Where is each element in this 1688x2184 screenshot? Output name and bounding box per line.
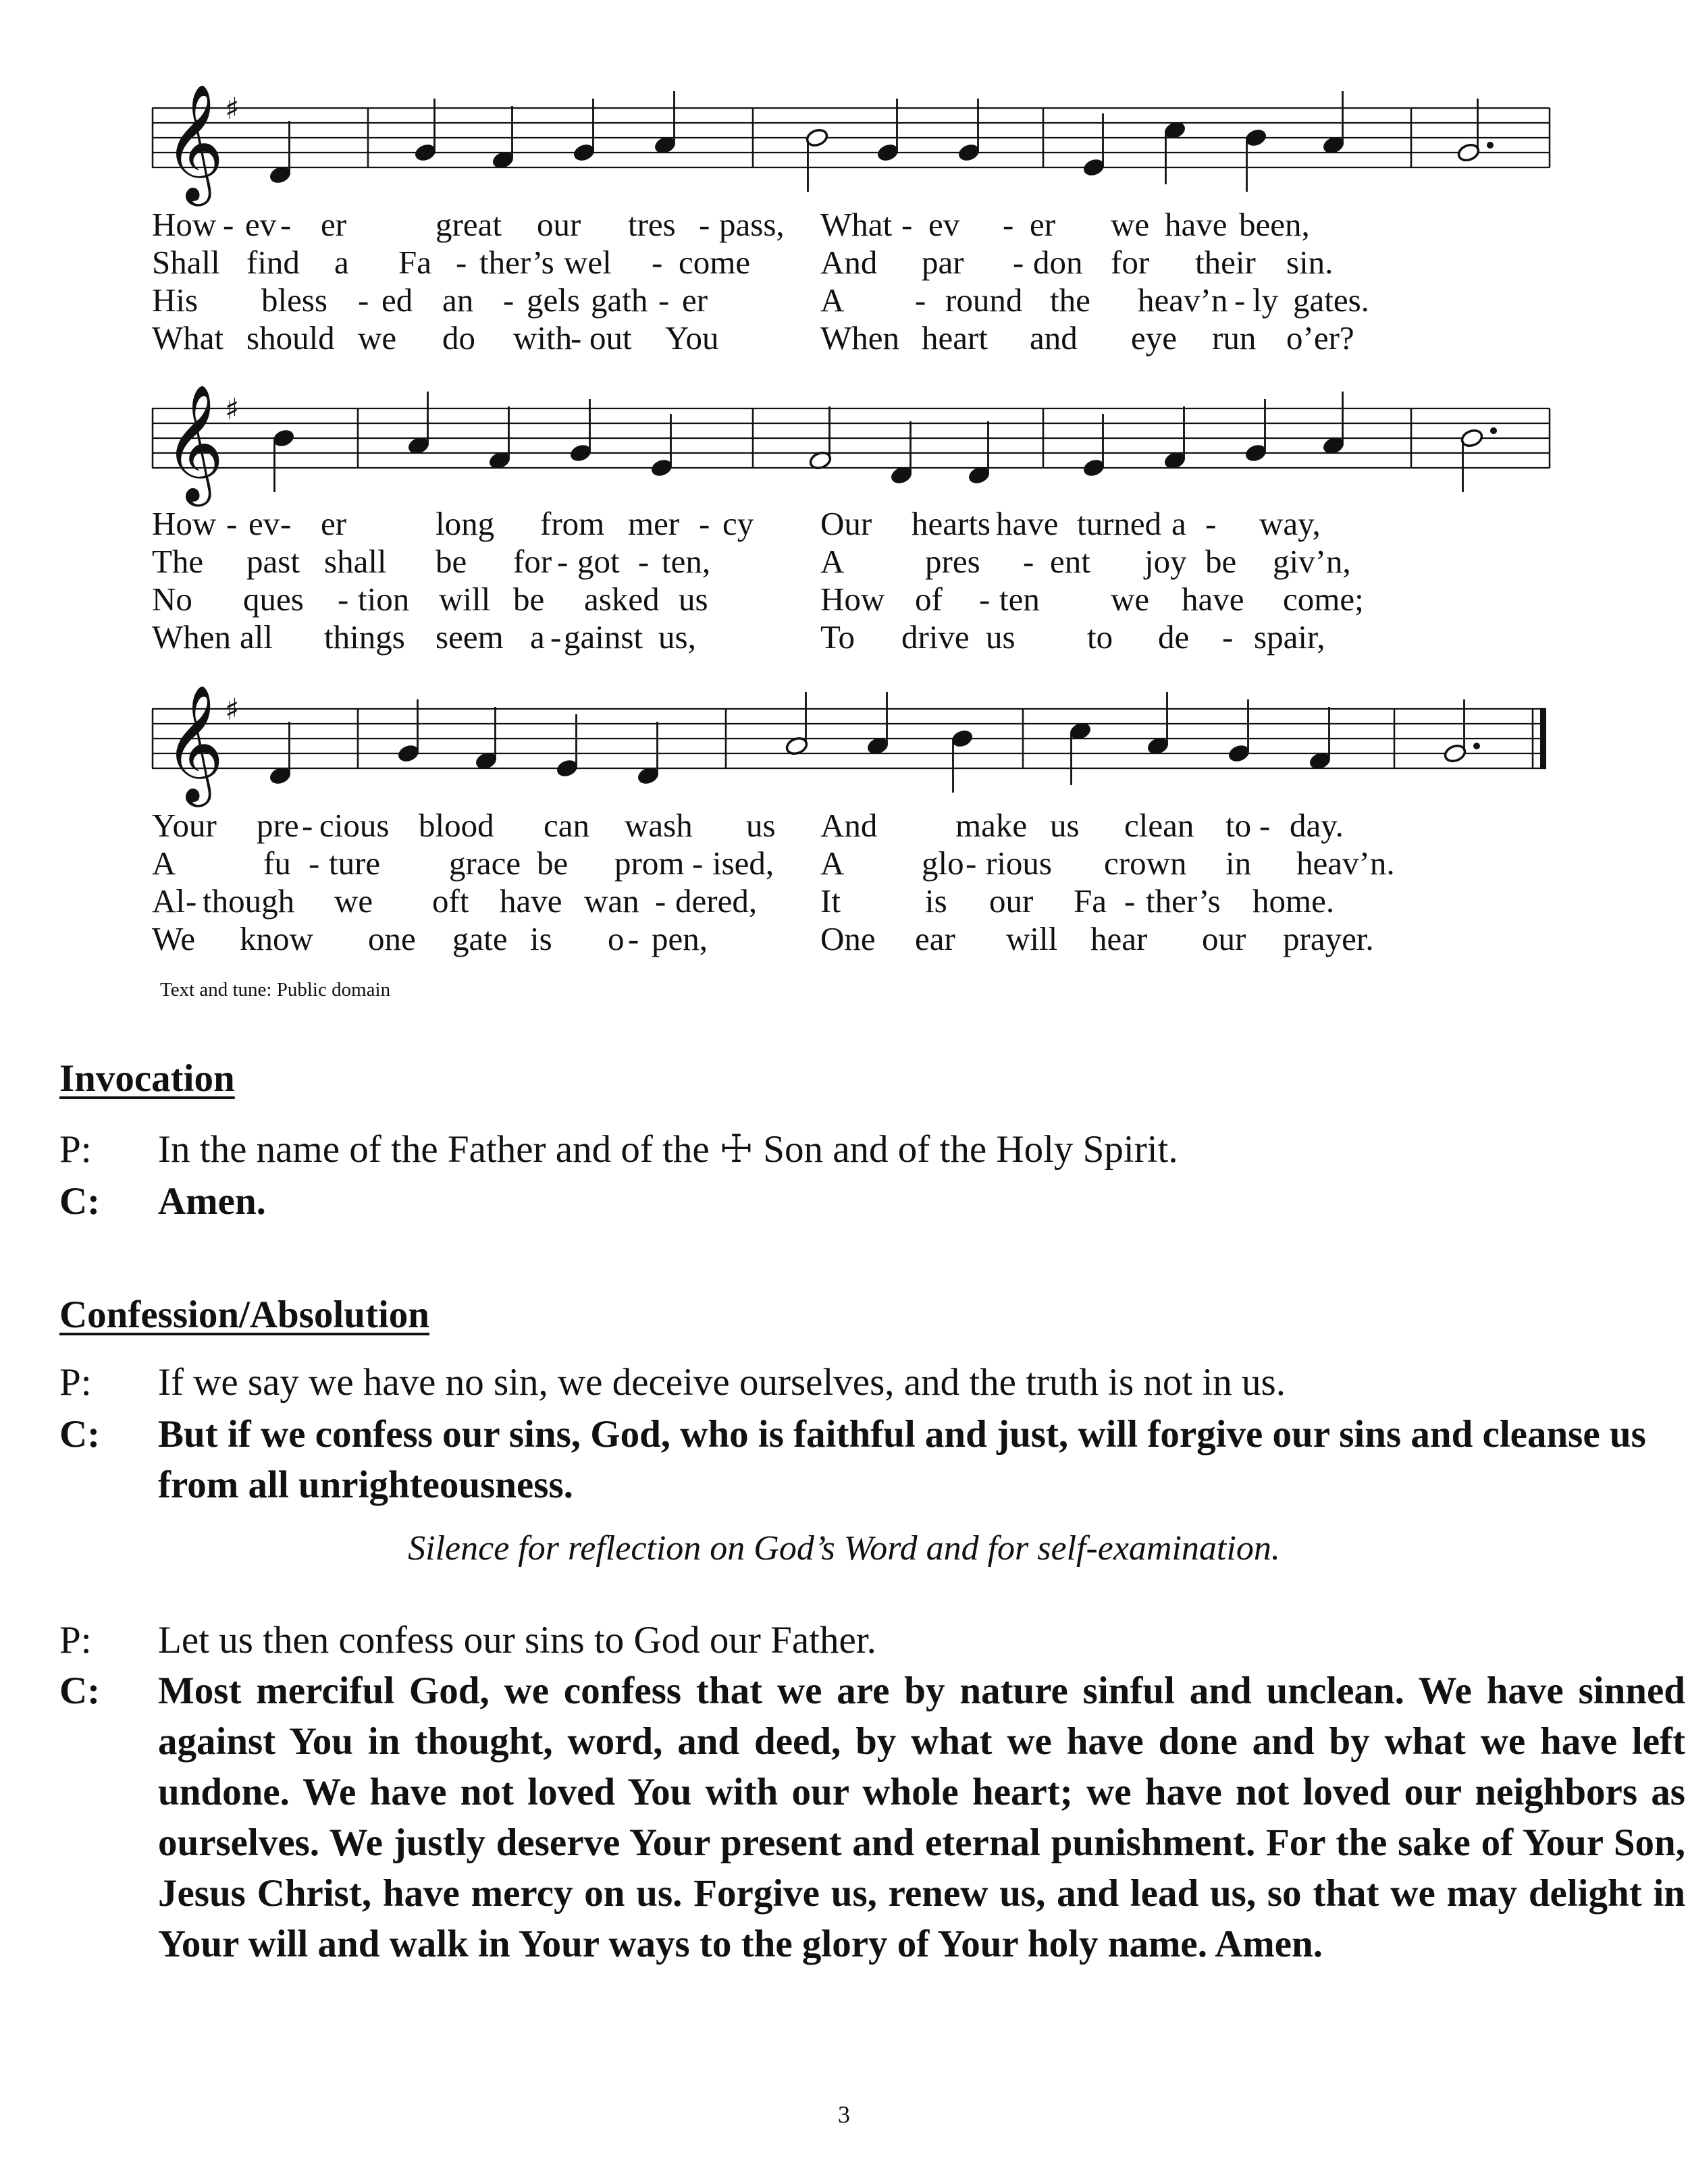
lyric-syllable: - (1013, 244, 1024, 281)
confession-congregation-line-2 (59, 1666, 1685, 2023)
lyric-syllable: You (665, 319, 719, 356)
lyric-syllable: - (1234, 282, 1246, 319)
lyric-syllable: giv’n, (1273, 543, 1351, 580)
lyric-syllable: have (996, 505, 1059, 542)
pastor-text: In the name of the Father and of the ☩ Son and of the Holy Spirit. (158, 1128, 1178, 1171)
congregation-text: Amen. (158, 1180, 266, 1223)
lyric-syllable: What (152, 319, 224, 356)
lyric-syllable: Our (820, 505, 872, 542)
lyric-syllable: - (699, 505, 710, 542)
lyric-syllable: be (513, 581, 545, 618)
lyric-syllable: When (820, 319, 899, 356)
treble-clef-icon: 𝄞 (164, 685, 224, 802)
lyric-syllable: and (1030, 319, 1078, 356)
lyric-syllable: cy (722, 505, 754, 542)
lyric-syllable: find (246, 244, 300, 281)
lyric-syllable: - (979, 581, 991, 618)
lyric-syllable: It (820, 882, 841, 920)
lyric-syllable: fu (263, 845, 291, 882)
confession-heading: Confession/Absolution (59, 1294, 429, 1336)
lyric-syllable: Shall (152, 244, 220, 281)
invocation-congregation-line (59, 1176, 1626, 1227)
lyric-syllable: er (682, 282, 708, 319)
lyric-syllable: - (226, 505, 238, 542)
lyric-syllable: our (989, 882, 1034, 920)
lyric-syllable: to (1087, 618, 1113, 656)
lyric-syllable: What (820, 206, 893, 243)
lyric-syllable: - (628, 920, 639, 957)
lyric-syllable: When (152, 618, 231, 656)
lyric-syllable: have (500, 882, 562, 920)
lyric-syllable: gath (591, 282, 648, 319)
hymn-system-2 (152, 354, 1550, 658)
lyric-syllable: - (655, 882, 666, 920)
lyric-syllable: A (820, 543, 845, 580)
lyric-syllable: our (537, 206, 581, 243)
lyric-row (152, 581, 1550, 618)
lyric-syllable: us, (658, 618, 696, 656)
lyric-syllable: And (820, 807, 878, 844)
lyric-syllable: day. (1290, 807, 1344, 844)
lyric-syllable: - (1259, 807, 1271, 844)
lyric-syllable: ev (245, 206, 277, 243)
final-barline (1540, 709, 1546, 768)
speaker-label: C: (59, 1413, 101, 1456)
lyric-syllable: pre (257, 807, 299, 844)
invocation-pastor-line (59, 1124, 1626, 1175)
lyric-syllable: - (223, 206, 234, 243)
lyric-syllable: Fa (398, 244, 431, 281)
lyric-row (152, 282, 1550, 319)
lyric-syllable: - (309, 845, 320, 882)
lyric-syllable: er (321, 206, 347, 243)
confession-congregation-line-1 (59, 1409, 1646, 1510)
speaker-label: P: (59, 1619, 92, 1661)
lyric-syllable: - (338, 581, 349, 618)
lyric-syllable: will (1006, 920, 1058, 957)
congregation-text: Most merciful God, we confess that we are by nature sinful and unclean. We have sinned against You in thought, word, and deed, by what we have done and by what we have left undone. We have not loved You with our whole heart; we have not loved our neighbors as ourselves. We justly deserve Your present and eternal punishment. For the sake of Your Son, Jesus Christ, have mercy on us. Forgive us, renew us, and lead us, so that we may delight in Your will and walk in Your ways to the glory of Your holy name. Amen. (158, 1670, 1685, 1965)
lyric-syllable: us (679, 581, 708, 618)
lyric-syllable: us (986, 618, 1016, 656)
lyric-syllable: come; (1283, 581, 1364, 618)
lyric-row (152, 543, 1550, 581)
lyric-syllable: pen, (652, 920, 708, 957)
lyric-syllable: The (152, 543, 204, 580)
lyric-syllable: - (1222, 618, 1234, 656)
lyric-syllable: we (334, 882, 373, 920)
lyric-syllable: hearts (912, 505, 991, 542)
lyric-syllable: ther’s (1146, 882, 1221, 920)
lyric-syllable: for (513, 543, 552, 580)
lyric-syllable: One (820, 920, 876, 957)
lyric-syllable: be (436, 543, 467, 580)
music-note (805, 128, 829, 192)
treble-clef-icon: 𝄞 (164, 384, 224, 502)
lyric-syllable: know (240, 920, 313, 957)
music-staff-3 (152, 655, 1550, 803)
lyric-syllable: be (537, 845, 569, 882)
lyric-syllable: an (442, 282, 474, 319)
lyric-syllable: - (1205, 505, 1217, 542)
lyric-syllable: gates. (1293, 282, 1369, 319)
lyric-syllable: - (358, 282, 369, 319)
page-number: 3 (838, 2101, 850, 2128)
lyric-syllable: - (915, 282, 926, 319)
lyric-syllable: heart (922, 319, 988, 356)
lyric-syllable: should (246, 319, 335, 356)
lyric-row (152, 807, 1550, 845)
lyric-syllable: dered, (675, 882, 758, 920)
lyric-syllable: can (544, 807, 589, 844)
lyric-syllable: us (1050, 807, 1080, 844)
lyric-syllable: ev (928, 206, 960, 243)
lyric-syllable: Al (152, 882, 185, 920)
music-note (271, 428, 296, 492)
lyric-syllable: gainst (564, 618, 643, 656)
lyric-syllable: got (577, 543, 620, 580)
lyric-syllable: And (820, 244, 878, 281)
lyric-syllable: a (334, 244, 349, 281)
lyric-syllable: ly (1252, 282, 1279, 319)
lyric-syllable: - (571, 319, 582, 356)
lyric-syllable: will (439, 581, 491, 618)
lyric-syllable: out (589, 319, 632, 356)
lyric-syllable: mer (628, 505, 680, 542)
lyric-syllable: ed (381, 282, 413, 319)
lyric-syllable: don (1033, 244, 1083, 281)
lyric-syllable: all (240, 618, 273, 656)
lyric-syllable: gate (452, 920, 508, 957)
lyric-syllable: to (1225, 807, 1252, 844)
speaker-label: C: (59, 1670, 101, 1712)
lyric-syllable: - (692, 845, 704, 882)
lyric-syllable: tion (358, 581, 410, 618)
lyric-row (152, 882, 1550, 920)
lyric-syllable: - (280, 505, 292, 542)
lyric-syllable: pass, (719, 206, 785, 243)
lyric-syllable: ten, (662, 543, 711, 580)
lyric-syllable: turned (1077, 505, 1162, 542)
lyric-syllable: gels (527, 282, 580, 319)
pastor-text: Let us then confess our sins to God our Father. (158, 1619, 876, 1661)
lyric-syllable: ther’s (479, 244, 554, 281)
lyric-syllable: Fa (1074, 882, 1107, 920)
lyric-syllable: oft (432, 882, 469, 920)
lyric-syllable: drive (901, 618, 970, 656)
lyric-syllable: one (368, 920, 416, 957)
lyric-syllable: a (1171, 505, 1186, 542)
invocation-heading: Invocation (59, 1057, 235, 1100)
lyric-syllable: for (1111, 244, 1150, 281)
lyric-syllable: - (302, 807, 313, 844)
lyric-syllable: heav’n (1138, 282, 1228, 319)
music-staff-2 (152, 354, 1550, 503)
lyric-syllable: heav’n. (1296, 845, 1395, 882)
lyric-syllable: crown (1104, 845, 1187, 882)
lyric-syllable: - (503, 282, 515, 319)
lyric-syllable: of (915, 581, 943, 618)
lyric-syllable: o’er? (1286, 319, 1354, 356)
lyric-syllable: - (699, 206, 710, 243)
lyric-syllable: spair, (1254, 618, 1325, 656)
lyric-syllable: is (925, 882, 947, 920)
lyric-syllable: - (638, 543, 650, 580)
lyric-syllable: wash (625, 807, 693, 844)
lyric-syllable: eye (1131, 319, 1177, 356)
lyric-syllable: their (1195, 244, 1256, 281)
lyric-syllable: clean (1124, 807, 1194, 844)
lyric-syllable: - (1124, 882, 1136, 920)
lyric-syllable: prayer. (1283, 920, 1374, 957)
lyric-syllable: Your (152, 807, 217, 844)
lyric-syllable: us (746, 807, 776, 844)
lyric-syllable: be (1205, 543, 1237, 580)
lyric-syllable: grace (449, 845, 521, 882)
lyric-syllable: ent (1050, 543, 1090, 580)
rubric-silence: Silence for reflection on God’s Word and for self-examination. (408, 1529, 1280, 1568)
lyric-syllable: come (679, 244, 751, 281)
lyric-syllable: - (186, 882, 197, 920)
music-staff-1 (152, 54, 1550, 203)
pastor-text: If we say we have no sin, we deceive ourselves, and the truth is not in us. (158, 1361, 1286, 1404)
congregation-text: But if we confess our sins, God, who is faithful and just, will forgive our sins and cleanse us from all unrighteousness. (158, 1413, 1646, 1506)
lyric-syllable: sin. (1286, 244, 1334, 281)
lyric-syllable: with (513, 319, 573, 356)
lyric-syllable: ten (999, 581, 1040, 618)
treble-clef-icon: 𝄞 (164, 84, 224, 201)
lyric-syllable: past (246, 543, 300, 580)
lyric-syllable: His (152, 282, 199, 319)
lyric-syllable: great (436, 206, 502, 243)
lyric-syllable: make (955, 807, 1028, 844)
lyric-syllable: have (1182, 581, 1244, 618)
lyric-syllable: How (820, 581, 885, 618)
lyric-syllable: - (901, 206, 913, 243)
lyric-syllable: To (820, 618, 855, 656)
lyric-syllable: tres (628, 206, 676, 243)
lyric-syllable: wan (584, 882, 639, 920)
lyric-syllable: ques (243, 581, 304, 618)
lyric-syllable: run (1212, 319, 1257, 356)
hymn-system-3 (152, 655, 1550, 965)
lyric-row (152, 206, 1550, 244)
lyric-syllable: long (436, 505, 495, 542)
lyric-syllable: things (324, 618, 405, 656)
lyric-syllable: seem (436, 618, 504, 656)
music-note (950, 728, 974, 793)
lyric-syllable: - (1023, 543, 1034, 580)
lyric-syllable: been, (1239, 206, 1310, 243)
speaker-label: C: (59, 1180, 101, 1223)
key-signature-sharp-icon: ♯ (225, 92, 240, 126)
lyric-syllable: shall (324, 543, 387, 580)
lyric-syllable: cious (319, 807, 390, 844)
speaker-label: P: (59, 1128, 92, 1171)
lyric-syllable: our (1202, 920, 1246, 957)
lyric-row (152, 319, 1550, 357)
lyric-syllable: blood (419, 807, 494, 844)
lyric-syllable: way, (1259, 505, 1321, 542)
music-note (1244, 128, 1268, 192)
lyric-syllable: we (1111, 581, 1150, 618)
lyric-syllable: joy (1144, 543, 1187, 580)
speaker-label: P: (59, 1361, 92, 1404)
key-signature-sharp-icon: ♯ (225, 693, 240, 727)
lyric-syllable: from (540, 505, 605, 542)
lyric-syllable: round (945, 282, 1023, 319)
lyric-syllable: have (1165, 206, 1228, 243)
lyric-row (152, 920, 1550, 958)
lyric-syllable: - (1003, 206, 1014, 243)
hymn-credit: Text and tune: Public domain (160, 979, 391, 1001)
lyric-row (152, 505, 1550, 543)
lyric-syllable: rious (986, 845, 1052, 882)
lyric-syllable: home. (1252, 882, 1335, 920)
lyric-syllable: in (1225, 845, 1252, 882)
lyric-syllable: er (321, 505, 347, 542)
lyric-syllable: a (530, 618, 545, 656)
lyric-syllable: er (1030, 206, 1056, 243)
lyric-row (152, 845, 1550, 882)
lyric-syllable: pres (925, 543, 980, 580)
lyric-syllable: - (550, 618, 562, 656)
lyric-syllable: bless (261, 282, 327, 319)
key-signature-sharp-icon: ♯ (225, 392, 240, 427)
lyric-syllable: How (152, 505, 217, 542)
lyric-syllable: the (1050, 282, 1090, 319)
lyric-syllable: - (966, 845, 977, 882)
lyric-syllable: wel (564, 244, 612, 281)
lyric-syllable: hear (1090, 920, 1148, 957)
lyric-syllable: we (1111, 206, 1150, 243)
lyric-syllable: par (922, 244, 964, 281)
lyric-syllable: is (530, 920, 552, 957)
lyric-syllable: though (203, 882, 295, 920)
music-note (1460, 427, 1497, 492)
lyric-syllable: ised, (712, 845, 774, 882)
lyric-syllable: No (152, 581, 192, 618)
lyric-syllable: - (652, 244, 663, 281)
lyric-syllable: We (152, 920, 196, 957)
lyric-row (152, 244, 1550, 282)
lyric-syllable: we (358, 319, 397, 356)
lyric-syllable: asked (584, 581, 660, 618)
lyric-syllable: A (820, 282, 845, 319)
lyric-syllable: glo (922, 845, 964, 882)
lyric-syllable: do (442, 319, 475, 356)
lyric-syllable: ture (329, 845, 381, 882)
lyric-syllable: - (557, 543, 569, 580)
lyric-syllable: A (152, 845, 176, 882)
lyric-syllable: How (152, 206, 217, 243)
lyric-syllable: prom (614, 845, 685, 882)
confession-pastor-line-1 (59, 1357, 1626, 1408)
lyric-syllable: o (608, 920, 625, 957)
lyric-syllable: ev (248, 505, 280, 542)
lyric-row (152, 618, 1550, 656)
lyric-syllable: - (280, 206, 292, 243)
lyric-syllable: - (456, 244, 467, 281)
lyric-syllable: ear (915, 920, 955, 957)
lyric-syllable: A (820, 845, 845, 882)
lyric-syllable: de (1158, 618, 1190, 656)
confession-pastor-line-2 (59, 1615, 1626, 1666)
lyric-syllable: - (658, 282, 670, 319)
